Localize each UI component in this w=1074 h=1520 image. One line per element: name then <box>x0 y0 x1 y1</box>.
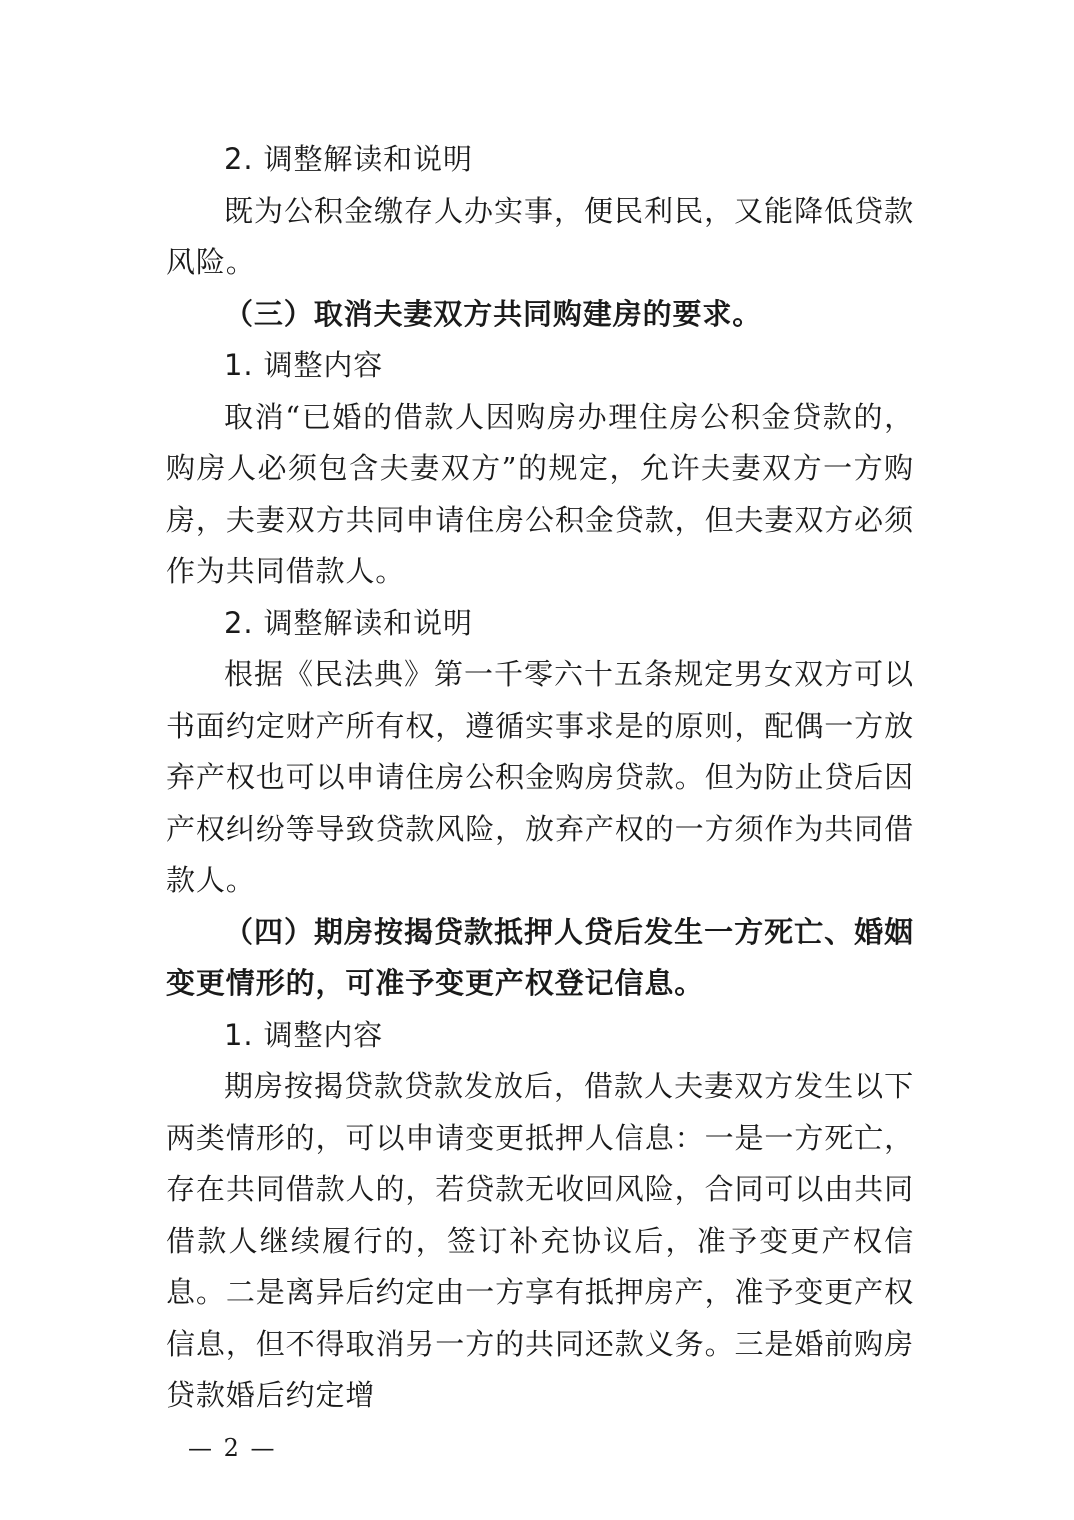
document-body <box>166 134 914 1422</box>
subsection-title: 2. 调整解读和说明 <box>224 605 473 640</box>
subsection-title: 1. 调整内容 <box>224 1017 384 1052</box>
body-paragraph: 根据《民法典》第一千零六十五条规定男女双方可以书面约定财产所有权，遵循实事求是的原则，配偶一方放弃产权也可以申请住房公积金购房贷款。但为防止贷后因产权纠纷等导致贷款风险，放弃产权的一方须作为共同借款人。 <box>166 657 914 897</box>
subsection-title: 2. 调整解读和说明 <box>224 142 473 176</box>
body-paragraph: 期房按揭贷款贷款发放后，借款人夫妻双方发生以下两类情形的，可以申请变更抵押人信息：一是一方死亡，存在共同借款人的，若贷款无收回风险，合同可以由共同借款人继续履行的，签订补充协议后，准予变更产权信息。二是离异后约定由一方享有抵押房产，准予变更产权信息，但不得取消另一方的共同还款义务。三是婚前购房贷款婚后约定增 <box>166 1069 914 1412</box>
body-paragraph: 既为公积金缴存人办实事，便民利民，又能降低贷款风险。 <box>166 193 914 279</box>
section-heading: （三）取消夫妻双方共同购建房的要求。 <box>224 296 763 331</box>
body-paragraph: 取消“已婚的借款人因购房办理住房公积金贷款的，购房人必须包含夫妻双方”的规定，允许夫妻双方一方购房，夫妻双方共同申请住房公积金贷款，但夫妻双方必须作为共同借款人。 <box>166 399 914 588</box>
subsection-title: 1. 调整内容 <box>224 348 384 382</box>
page-number: — 2 — <box>188 1434 277 1462</box>
section-heading: （四）期房按揭贷款抵押人贷后发生一方死亡、婚姻变更情形的，可准予变更产权登记信息。 <box>166 914 914 1000</box>
